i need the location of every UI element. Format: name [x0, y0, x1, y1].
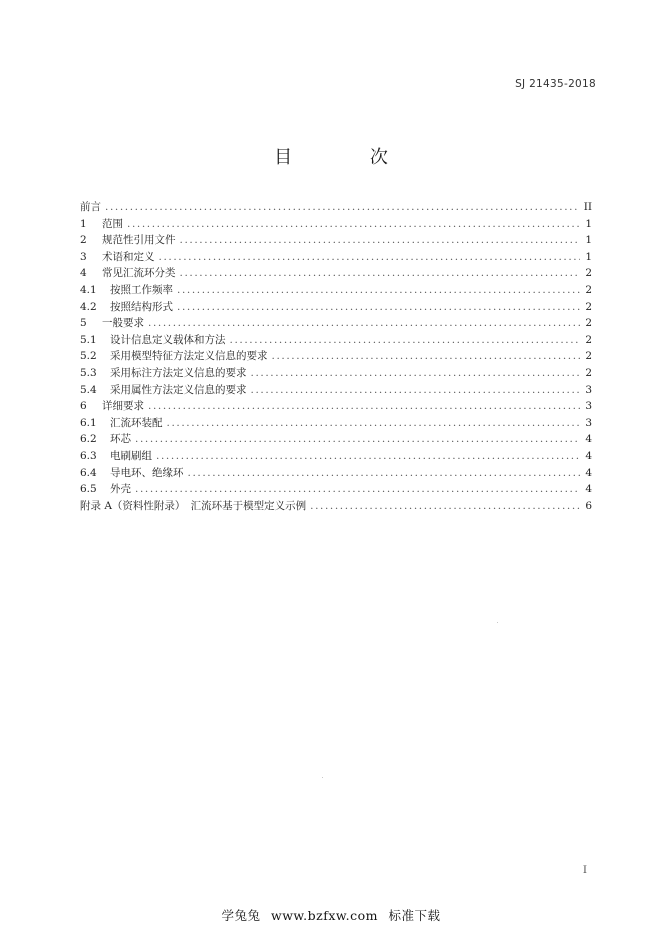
toc-leader-dots	[127, 216, 580, 233]
toc-entry-number: 6.1	[80, 416, 97, 429]
toc-leader-dots	[188, 465, 581, 482]
toc-entry-appendix-a[interactable]	[80, 498, 592, 515]
toc-leader-dots	[177, 282, 580, 299]
toc-leader-dots	[180, 232, 581, 249]
toc-entry-4[interactable]	[80, 265, 592, 282]
toc-leader-dots	[180, 265, 581, 282]
toc-entry-page: 6	[585, 499, 592, 512]
toc-entry-text: 设计信息定义载体和方法	[110, 333, 226, 346]
toc-entry-text: 导电环、绝缘环	[110, 466, 184, 479]
toc-entry-page: 2	[585, 333, 592, 346]
toc-leader-dots	[159, 249, 581, 266]
toc-entry-page: 3	[585, 383, 592, 396]
toc-entry-3[interactable]	[80, 249, 592, 266]
toc-entry-page: II	[583, 201, 592, 213]
toc-leader-dots	[135, 431, 580, 448]
toc-entry-text: 前言	[80, 201, 101, 213]
toc-leader-dots	[167, 415, 581, 432]
toc-entry-text: 术语和定义	[102, 250, 155, 263]
toc-entry-5-3[interactable]	[80, 365, 592, 382]
toc-entry-number: 6.3	[80, 449, 97, 462]
toc-entry-text: 范围	[102, 217, 123, 230]
toc-entry-page: 3	[585, 416, 592, 429]
toc-entry-number: 6.2	[80, 433, 97, 446]
toc-entry-number: 6.4	[80, 466, 97, 479]
toc-entry-number: 5.4	[80, 383, 97, 396]
toc-entry-text: 环芯	[110, 433, 131, 446]
toc-entry-6-5[interactable]	[80, 481, 592, 498]
table-of-contents	[80, 199, 592, 514]
toc-entry-page: 4	[585, 483, 592, 496]
toc-entry-page: 1	[585, 217, 592, 230]
toc-entry-text: 详细要求	[102, 400, 144, 413]
toc-entry-6-2[interactable]	[80, 431, 592, 448]
toc-entry-page: 2	[585, 300, 592, 313]
toc-entry-text: 汇流环装配	[110, 416, 163, 429]
toc-entry-5-2[interactable]	[80, 348, 592, 365]
toc-entry-page: 2	[585, 317, 592, 330]
page-title: 目 次	[274, 147, 424, 168]
footer-url[interactable]: www.bzfxw.com	[271, 908, 378, 923]
toc-entry-page: 4	[585, 433, 592, 446]
toc-entry-6[interactable]	[80, 398, 592, 415]
toc-entry-number: 5.2	[80, 350, 97, 363]
toc-entry-page: 4	[585, 466, 592, 479]
footer-site-name: 学兔兔	[221, 908, 261, 923]
toc-entry-foreword[interactable]	[80, 199, 592, 216]
toc-entry-text: 常见汇流环分类	[102, 267, 176, 280]
toc-entry-6-3[interactable]	[80, 448, 592, 465]
toc-leader-dots	[135, 481, 580, 498]
toc-entry-number: 4	[80, 267, 87, 280]
toc-entry-text: 附录 A（资料性附录） 汇流环基于模型定义示例	[80, 499, 307, 512]
toc-leader-dots	[156, 448, 580, 465]
scan-speck	[322, 777, 323, 778]
toc-entry-number: 2	[80, 234, 87, 247]
toc-entry-5[interactable]	[80, 315, 592, 332]
standard-code: SJ 21435-2018	[515, 78, 596, 90]
scan-speck	[497, 622, 498, 623]
toc-leader-dots	[310, 498, 580, 515]
toc-entry-number: 3	[80, 250, 87, 263]
toc-entry-page: 4	[585, 449, 592, 462]
toc-entry-text: 电刷刷组	[110, 449, 152, 462]
toc-entry-text: 采用标注方法定义信息的要求	[110, 366, 247, 379]
toc-leader-dots	[148, 398, 580, 415]
footer-watermark	[0, 906, 662, 924]
toc-leader-dots	[251, 365, 581, 382]
toc-leader-dots	[251, 382, 581, 399]
toc-entry-page: 2	[585, 350, 592, 363]
toc-leader-dots	[230, 332, 581, 349]
toc-entry-text: 按照结构形式	[110, 300, 173, 313]
toc-entry-4-2[interactable]	[80, 299, 592, 316]
toc-entry-5-4[interactable]	[80, 382, 592, 399]
toc-entry-page: 2	[585, 283, 592, 296]
toc-leader-dots	[105, 199, 580, 216]
toc-entry-text: 一般要求	[102, 317, 144, 330]
toc-entry-number: 5	[80, 317, 87, 330]
toc-leader-dots	[272, 348, 581, 365]
toc-entry-text: 按照工作频率	[110, 283, 173, 296]
toc-entry-number: 4.2	[80, 300, 97, 313]
toc-entry-text: 采用模型特征方法定义信息的要求	[110, 350, 268, 363]
toc-entry-1[interactable]	[80, 216, 592, 233]
toc-leader-dots	[177, 299, 580, 316]
toc-entry-4-1[interactable]	[80, 282, 592, 299]
toc-entry-text: 采用属性方法定义信息的要求	[110, 383, 247, 396]
toc-entry-number: 6.5	[80, 483, 97, 496]
toc-entry-page: 1	[585, 250, 592, 263]
toc-entry-5-1[interactable]	[80, 332, 592, 349]
toc-entry-number: 5.3	[80, 366, 97, 379]
footer-tagline: 标准下载	[388, 908, 441, 923]
toc-entry-page: 2	[585, 366, 592, 379]
toc-entry-6-1[interactable]	[80, 415, 592, 432]
toc-entry-page: 3	[585, 400, 592, 413]
toc-entry-page: 1	[585, 234, 592, 247]
toc-entry-number: 6	[80, 400, 87, 413]
toc-entry-6-4[interactable]	[80, 465, 592, 482]
toc-entry-text: 规范性引用文件	[102, 234, 176, 247]
toc-leader-dots	[148, 315, 580, 332]
page-number: I	[582, 864, 587, 876]
toc-entry-number: 5.1	[80, 333, 97, 346]
toc-entry-2[interactable]	[80, 232, 592, 249]
toc-entry-number: 1	[80, 217, 87, 230]
toc-entry-number: 4.1	[80, 283, 97, 296]
toc-entry-text: 外壳	[110, 483, 131, 496]
toc-entry-page: 2	[585, 267, 592, 280]
